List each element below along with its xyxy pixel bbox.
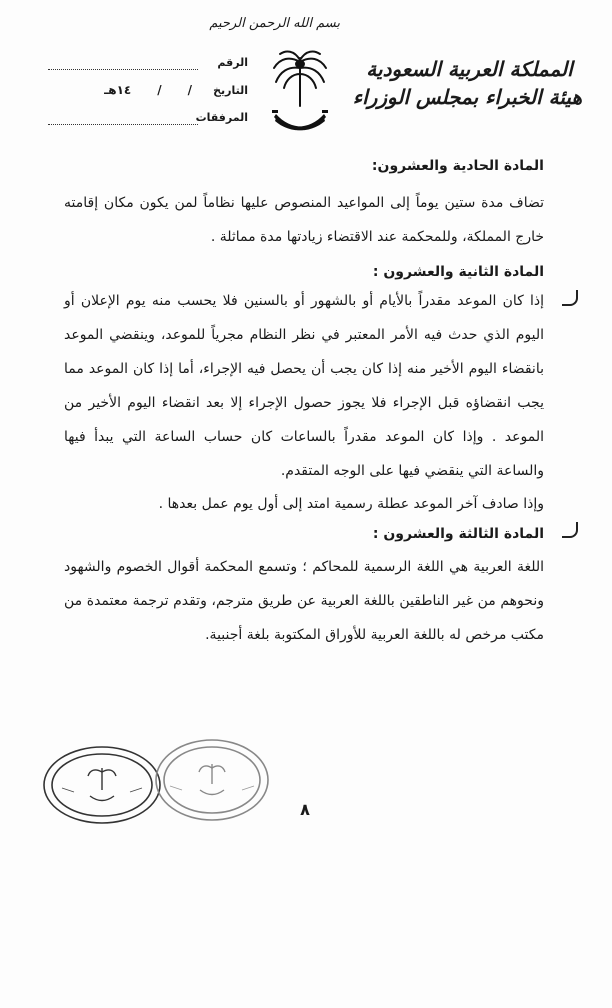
attachments-line [48, 124, 198, 125]
margin-mark [562, 290, 578, 306]
article-22-heading: المادة الثانية والعشرون : [372, 264, 544, 280]
government-heading [352, 55, 582, 111]
date-slash-1: / [187, 83, 192, 97]
authority-name: هيئة الخبراء بمجلس الوزراء [352, 85, 582, 109]
palm-and-swords-emblem-icon [270, 48, 330, 140]
article-23-paragraph: اللغة العربية هي اللغة الرسمية للمحاكم ؛ وتسمع المحكمة أقوال الخصوم والشهود ونحوهم من غير الناطقين باللغة العربية عن طريق مترجم، وتقدم ترجمة معتمدة من مكتب مرخص له باللغة العربية للأوراق المكتوبة بلغة أجنبية. [64, 559, 544, 643]
page-number: ٨ [300, 800, 310, 819]
reference-label: الرقم [217, 56, 248, 69]
margin-mark [562, 522, 578, 538]
official-seal-stamp-icon [40, 730, 270, 830]
date-field [48, 84, 248, 104]
article-21-heading: المادة الحادية والعشرون: [371, 158, 544, 174]
reference-line [48, 69, 198, 70]
attachments-label: المرفقات [195, 111, 248, 124]
reference-field [48, 56, 248, 76]
article-22-paragraph-2: وإذا صادف آخر الموعد عطلة رسمية امتد إلى أول يوم عمل بعدها . [158, 496, 544, 512]
date-value [104, 83, 192, 97]
basmala: بسم الله الرحمن الرحيم [209, 16, 340, 31]
article-22-paragraph-1: إذا كان الموعد مقدراً بالأيام أو بالشهور أو بالسنين فلا يحسب منه يوم الإعلان أو اليوم الذي حدث فيه الأمر المعتبر في نظر النظام مجرياً للموعد، وينقضي الموعد بانقضاء اليوم الأخير منه إذا كان يجب أن يحصل فيه الإجراء، أما إذا كان الموعد مما يجب انقضاؤه قبل الإجراء فلا يجوز حصول الإجراء إلا بعد انقضاء اليوم الأخير من الموعد . وإذا كان الموعد مقدراً بالساعات كان حساب الساعة التي يبدأ فيها والساعة التي ينقضي فيها على الوجه المتقدم. [64, 293, 544, 479]
article-23-heading: المادة الثالثة والعشرون : [372, 526, 544, 542]
kingdom-name: المملكة العربية السعودية [366, 57, 573, 81]
article-21-paragraph: تضاف مدة ستين يوماً إلى المواعيد المنصوص عليها نظاماً لمن يكون مكان إقامته خارج المملكة، وللمحكمة عند الاقتضاء زيادتها مدة مماثلة . [64, 195, 544, 245]
attachments-field [48, 111, 248, 131]
date-year-suffix: ١٤هـ [104, 83, 132, 97]
date-slash-2: / [157, 83, 162, 97]
date-label: التاريخ [213, 84, 248, 97]
